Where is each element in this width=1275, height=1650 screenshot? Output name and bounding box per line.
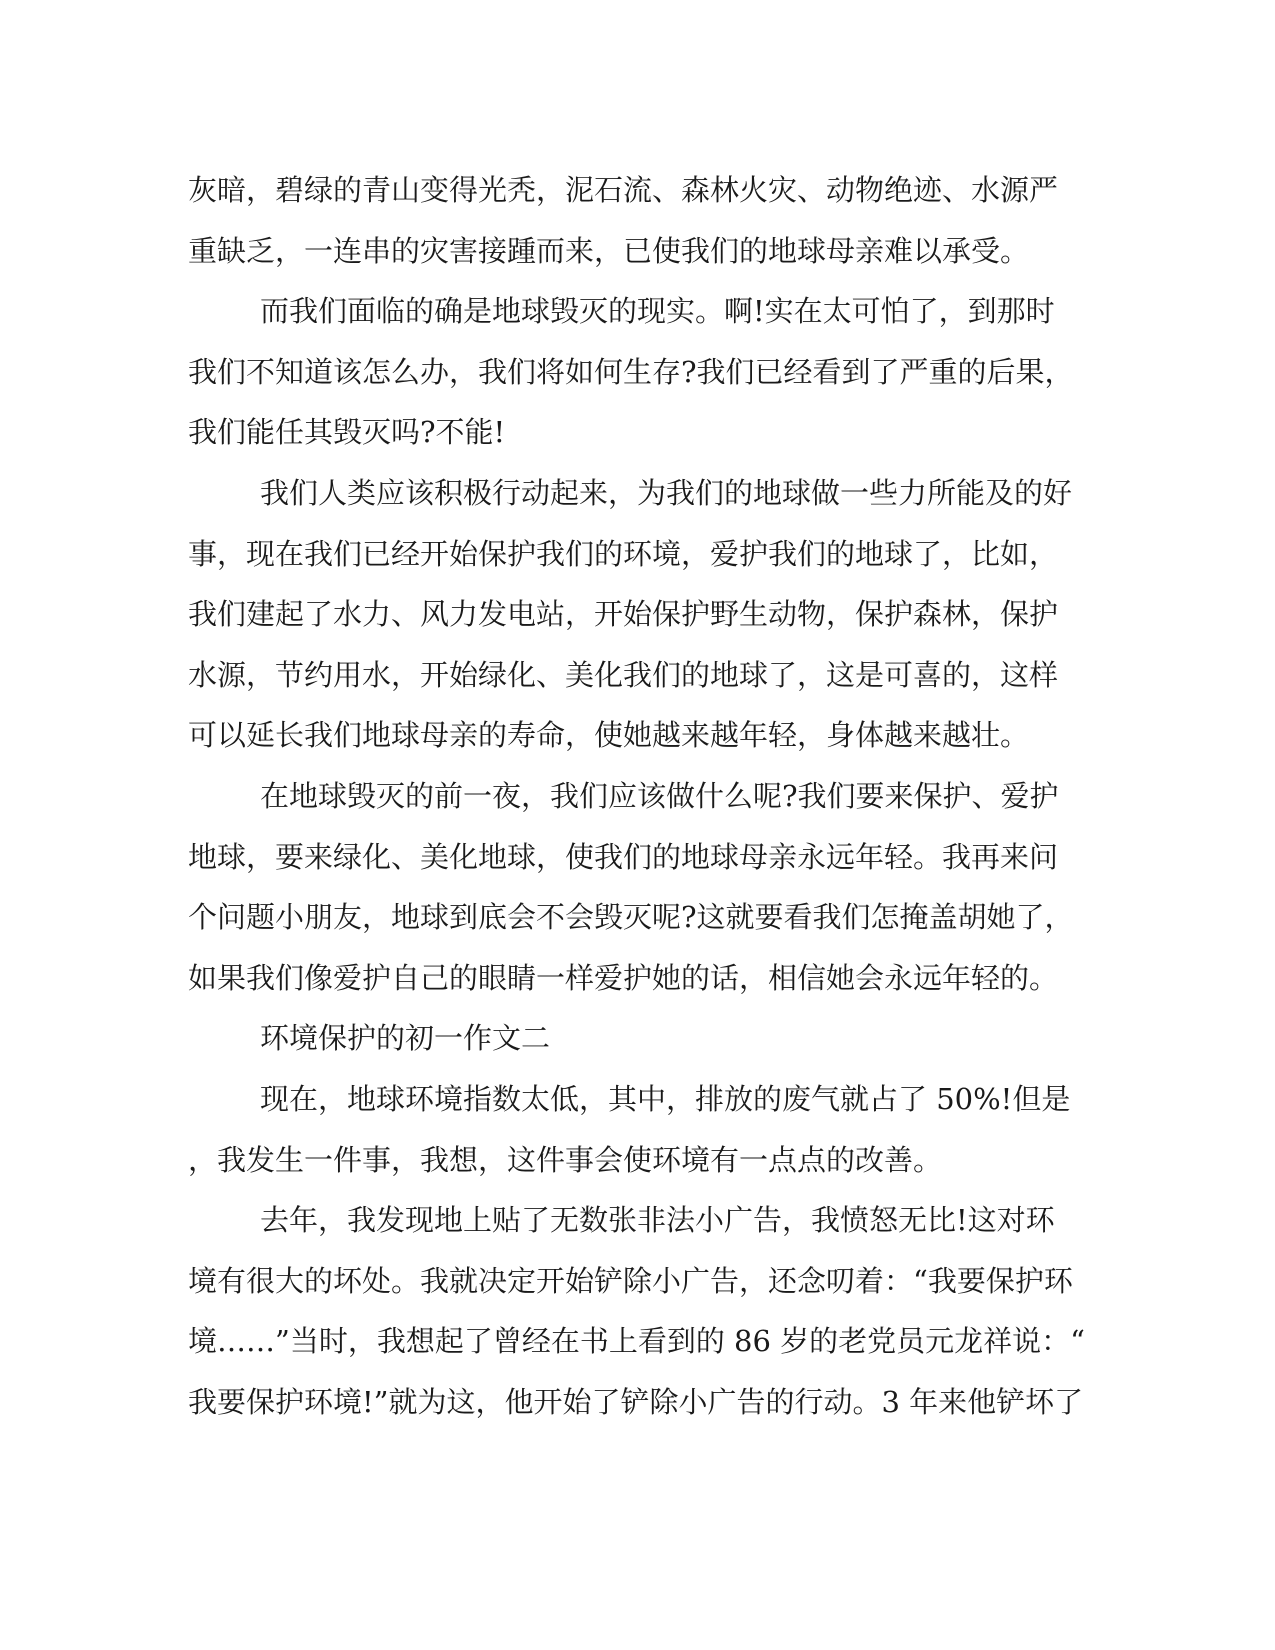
text-line: ，我发生一件事，我想，这件事会使环境有一点点的改善。	[188, 1142, 943, 1177]
text-line: 我们能任其毁灭吗?不能!	[188, 415, 506, 450]
text-line: 地球，要来绿化、美化地球，使我们的地球母亲永远年轻。我再来问	[188, 839, 1059, 874]
paragraph-first-line: 而我们面临的确是地球毁灭的现实。啊!实在太可怕了，到那时	[260, 294, 1055, 329]
text-line: 可以延长我们地球母亲的寿命，使她越来越年轻，身体越来越壮。	[188, 718, 1030, 753]
document-body	[188, 160, 1085, 1432]
text-line: 境有很大的坏处。我就决定开始铲除小广告，还念叨着：“我要保护环	[188, 1263, 1073, 1298]
text-line: 个问题小朋友，地球到底会不会毁灭呢?这就要看我们怎掩盖胡她了，	[188, 900, 1074, 935]
text-line: 我们不知道该怎么办，我们将如何生存?我们已经看到了严重的后果，	[188, 354, 1074, 389]
text-line: 重缺乏，一连串的灾害接踵而来，已使我们的地球母亲难以承受。	[188, 233, 1030, 268]
section-heading: 环境保护的初一作文二	[260, 1021, 551, 1056]
text-line: 境……”当时，我想起了曾经在书上看到的 86 岁的老党员元龙祥说：“	[188, 1324, 1085, 1359]
paragraph-first-line: 在地球毁灭的前一夜，我们应该做什么呢?我们要来保护、爱护	[260, 778, 1059, 813]
text-line: 事，现在我们已经开始保护我们的环境，爱护我们的地球了，比如，	[188, 536, 1059, 571]
text-line: 灰暗，碧绿的青山变得光秃，泥石流、森林火灾、动物绝迹、水源严	[188, 173, 1059, 207]
paragraph-first-line: 现在，地球环境指数太低，其中，排放的废气就占了 50%!但是	[260, 1081, 1071, 1116]
text-line: 水源，节约用水，开始绿化、美化我们的地球了，这是可喜的，这样	[188, 657, 1059, 692]
paragraph-first-line: 去年，我发现地上贴了无数张非法小广告，我愤怒无比!这对环	[260, 1203, 1055, 1238]
text-line: 我要保护环境!”就为这，他开始了铲除小广告的行动。3 年来他铲坏了	[188, 1384, 1084, 1419]
text-line: 如果我们像爱护自己的眼睛一样爱护她的话，相信她会永远年轻的。	[188, 960, 1059, 995]
text-line: 我们建起了水力、风力发电站，开始保护野生动物，保护森林，保护	[188, 597, 1059, 632]
paragraph-first-line: 我们人类应该积极行动起来，为我们的地球做一些力所能及的好	[260, 475, 1073, 510]
